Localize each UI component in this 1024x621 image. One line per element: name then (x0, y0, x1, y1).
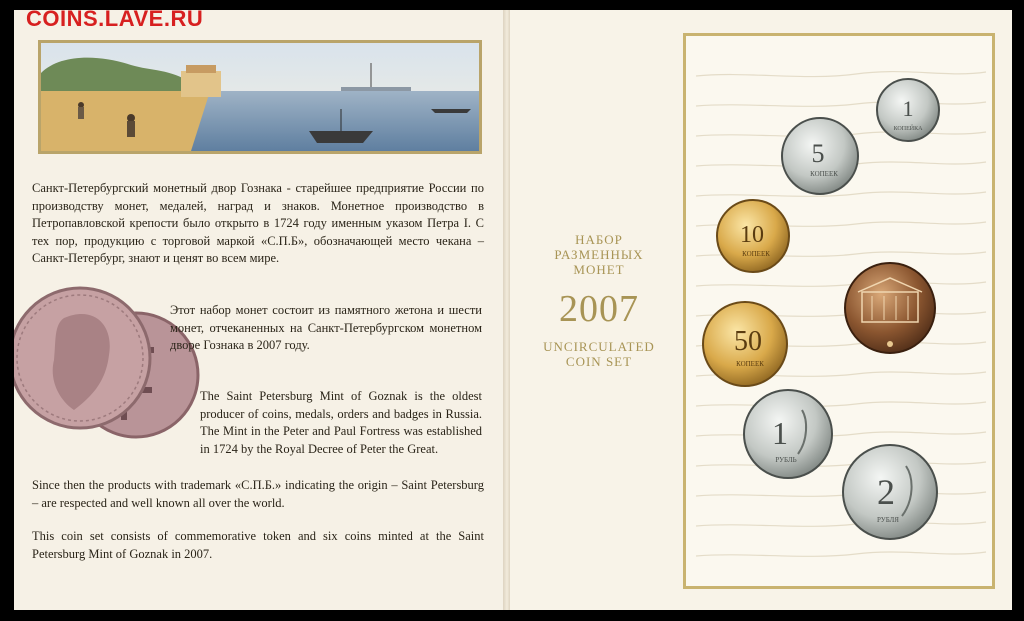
title-ru-line1: НАБОР (575, 232, 623, 247)
title-en-line2: COIN SET (565, 354, 633, 369)
set-year: 2007 (559, 288, 639, 330)
historic-ruble-coins (14, 270, 202, 460)
coin-10-kopeks-value: 10 (740, 222, 764, 248)
set-title (534, 232, 664, 369)
watermark: COINS.LAVE.RU (26, 6, 204, 31)
painting-illustration (41, 43, 479, 151)
coin-5-kopeks-unit: КОПЕЕК (810, 170, 838, 178)
coin-2-rubles-unit: РУБЛЯ (877, 516, 899, 524)
title-en-line1: UNCIRCULATED (543, 339, 655, 354)
intro-paragraph-ru: Санкт-Петербургский монетный двор Гознака - старейшее предприятие России по производству монет, медалей, наград и знаков. Монетное производство в Петропавловской крепости было открыто в 1724 году именным указом Петра I. С тех пор, продукцию с торговой маркой «С.П.Б», обозначающей место чекана – Санкт-Петербург, знают и ценят во всем мире. (32, 181, 484, 265)
coin-1-ruble-unit: РУБЛЬ (775, 456, 797, 464)
set-paragraph-ru: Этот набор монет состоит из памятного жетона и шести монет, отчеканенных на Санкт-Петербургском монетном дворе Гознака в 2007 году. (170, 303, 482, 352)
title-ru-line2: РАЗМЕННЫХ (554, 247, 644, 262)
trademark-paragraph-en: Since then the products with trademark «С.П.Б.» indicating the origin – Saint Petersburg – are respected and well known all over the world. (32, 478, 484, 510)
coin-1-kopek-value: 1 (902, 96, 914, 121)
coin-1-kopek (877, 79, 939, 141)
coin-50-kopeks-unit: КОПЕЕК (736, 360, 764, 368)
coin-50-kopeks-value: 50 (734, 326, 762, 357)
embankment-painting (38, 40, 482, 154)
coin-50-kopeks (703, 302, 787, 386)
coin-5-kopeks (782, 118, 858, 194)
coin-set (690, 70, 990, 540)
coin-10-kopeks-unit: КОПЕЕК (742, 250, 770, 258)
intro-paragraph-en: The Saint Petersburg Mint of Goznak is the oldest producer of coins, medals, orders and badges in Russia. The Mint in the Peter and Paul Fortress was established in 1724 by the Royal Decree of Peter the Great. (200, 389, 482, 456)
set-paragraph-en: This coin set consists of commemorative token and six coins minted at the Saint Petersburg Mint of Goznak in 2007. (32, 529, 484, 561)
coin-1-ruble (744, 390, 832, 478)
coin-2-rubles (843, 445, 937, 539)
coin-10-kopeks (717, 200, 789, 272)
coin-1-ruble-value: 1 (772, 415, 788, 451)
coin-1-kopek-unit: КОПЕЙКА (893, 126, 923, 132)
title-ru-line3: МОНЕТ (573, 262, 625, 277)
coin-2-rubles-value: 2 (877, 472, 895, 512)
commemorative-token (845, 263, 935, 353)
coin-5-kopeks-value: 5 (811, 139, 825, 168)
